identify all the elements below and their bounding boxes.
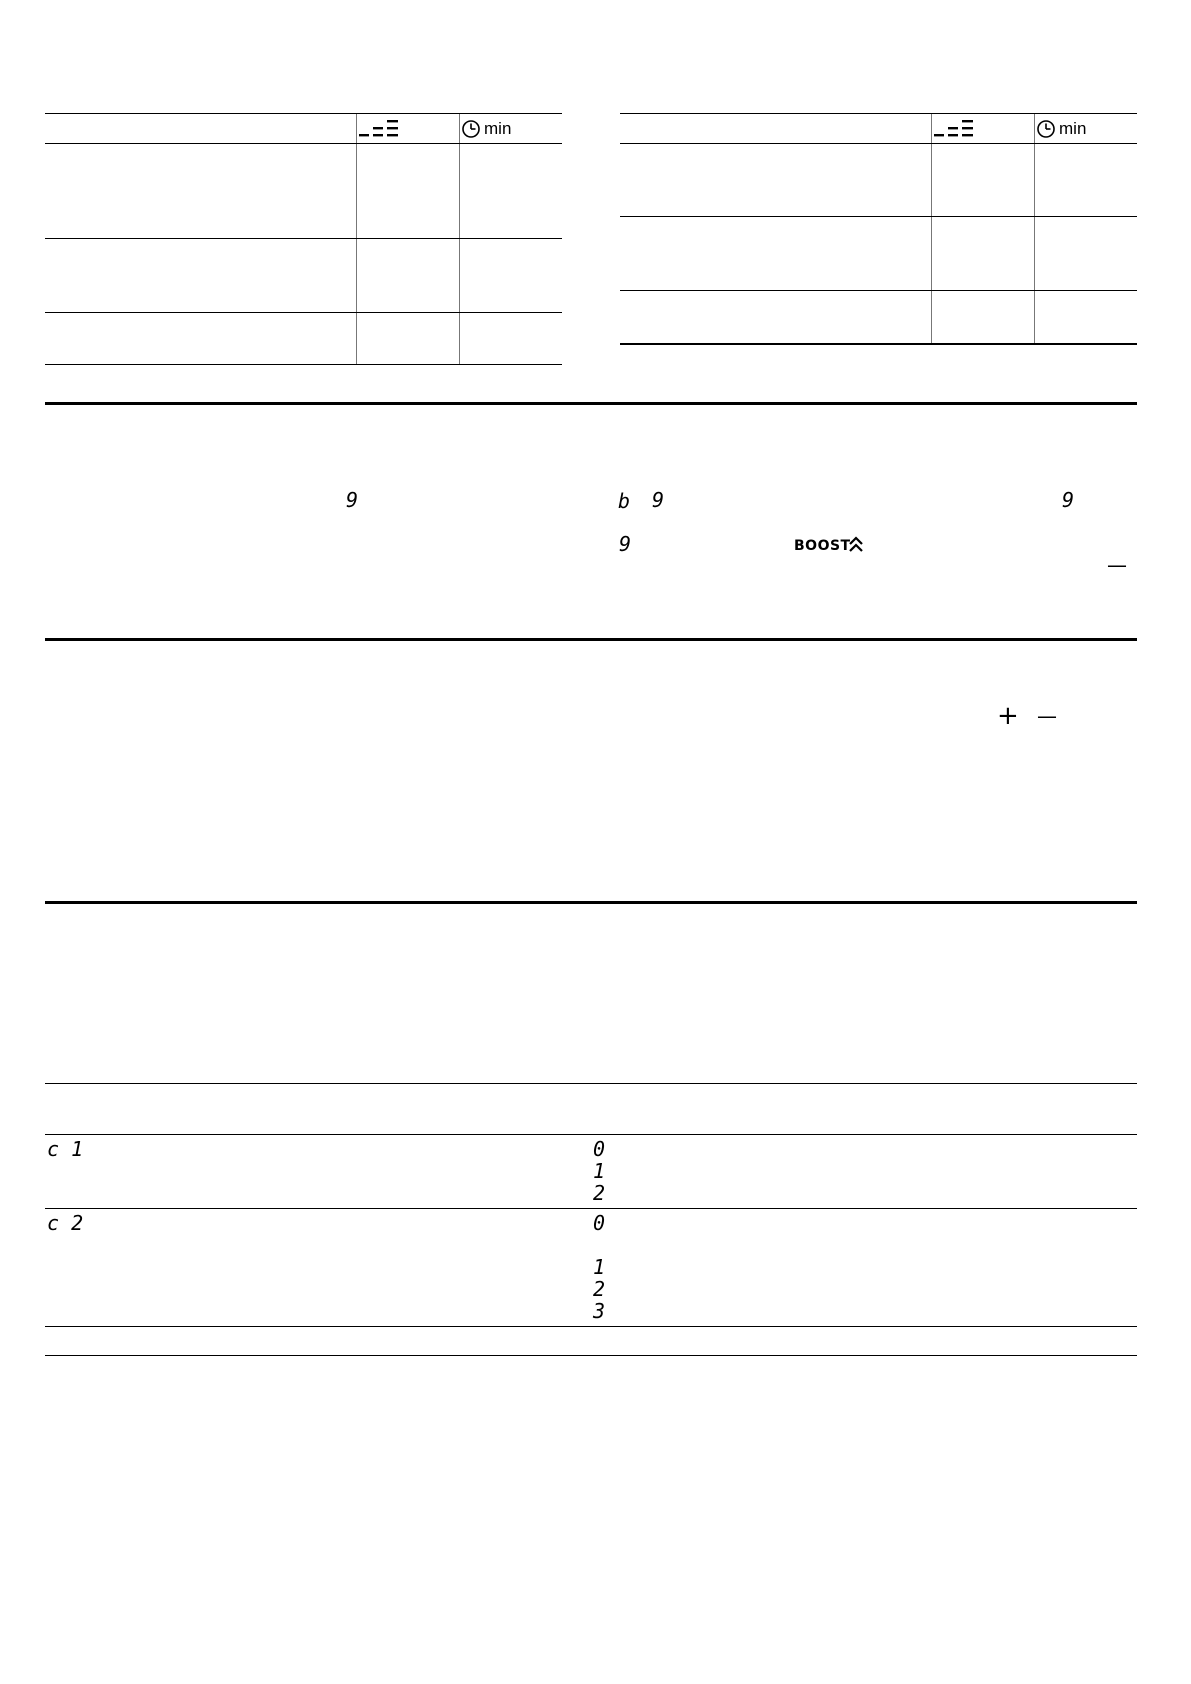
setting-value: 2 <box>593 1181 606 1205</box>
display-digit: 9 <box>1062 488 1075 512</box>
right-table-body-divider-2 <box>1034 144 1035 344</box>
right-table-body-divider-1 <box>931 144 932 344</box>
right-table-row-rule-2 <box>620 290 1137 291</box>
right-table-row-rule-1 <box>620 216 1137 217</box>
plus-symbol: + <box>997 701 1019 731</box>
right-table-time-label: min <box>1059 119 1087 138</box>
power-level-icon <box>358 118 402 140</box>
setting-value: 3 <box>593 1299 606 1323</box>
minus-symbol: — <box>1037 704 1057 728</box>
right-table-bottom-rule <box>620 343 1137 345</box>
double-chevron-up-icon <box>848 535 864 555</box>
right-table-header-rule <box>620 143 1137 144</box>
settings-table-row-rule-2 <box>45 1326 1137 1327</box>
settings-table-row-rule-1 <box>45 1208 1137 1209</box>
settings-table-header-rule <box>45 1134 1137 1135</box>
power-level-icon <box>933 118 977 140</box>
setting-value: 1 <box>593 1159 606 1183</box>
left-table-header-rule <box>45 143 562 144</box>
setting-value: 1 <box>593 1255 606 1279</box>
left-table-body-divider-2 <box>459 144 460 364</box>
left-table-row-rule-2 <box>45 312 562 313</box>
left-table-body-divider-1 <box>356 144 357 364</box>
left-table-row-rule-1 <box>45 238 562 239</box>
minus-symbol: — <box>1107 553 1127 577</box>
right-table-col-divider-2 <box>1034 114 1035 143</box>
left-table-bottom-rule <box>45 364 562 365</box>
section-rule-2 <box>45 638 1137 641</box>
setting-code: c 1 <box>47 1137 84 1161</box>
left-table-time-label: min <box>484 119 512 138</box>
settings-table-bottom-rule <box>45 1355 1137 1356</box>
setting-value: 0 <box>593 1137 606 1161</box>
display-digit: 9 <box>619 532 632 556</box>
display-digit: 9 <box>346 488 359 512</box>
settings-table-top-rule <box>45 1083 1137 1084</box>
clock-icon <box>461 119 481 139</box>
display-digit: b <box>618 489 631 513</box>
boost-label: BOOST <box>794 538 851 554</box>
left-table-top-rule <box>45 113 562 114</box>
setting-code: c 2 <box>47 1211 84 1235</box>
left-table-col-divider-2 <box>459 114 460 143</box>
section-rule-3 <box>45 901 1137 904</box>
clock-icon <box>1036 119 1056 139</box>
right-table-top-rule <box>620 113 1137 114</box>
right-table-col-divider-1 <box>931 114 932 143</box>
setting-value: 2 <box>593 1277 606 1301</box>
setting-value: 0 <box>593 1211 606 1235</box>
section-rule-1 <box>45 402 1137 405</box>
display-digit: 9 <box>652 488 665 512</box>
left-table-col-divider-1 <box>356 114 357 143</box>
